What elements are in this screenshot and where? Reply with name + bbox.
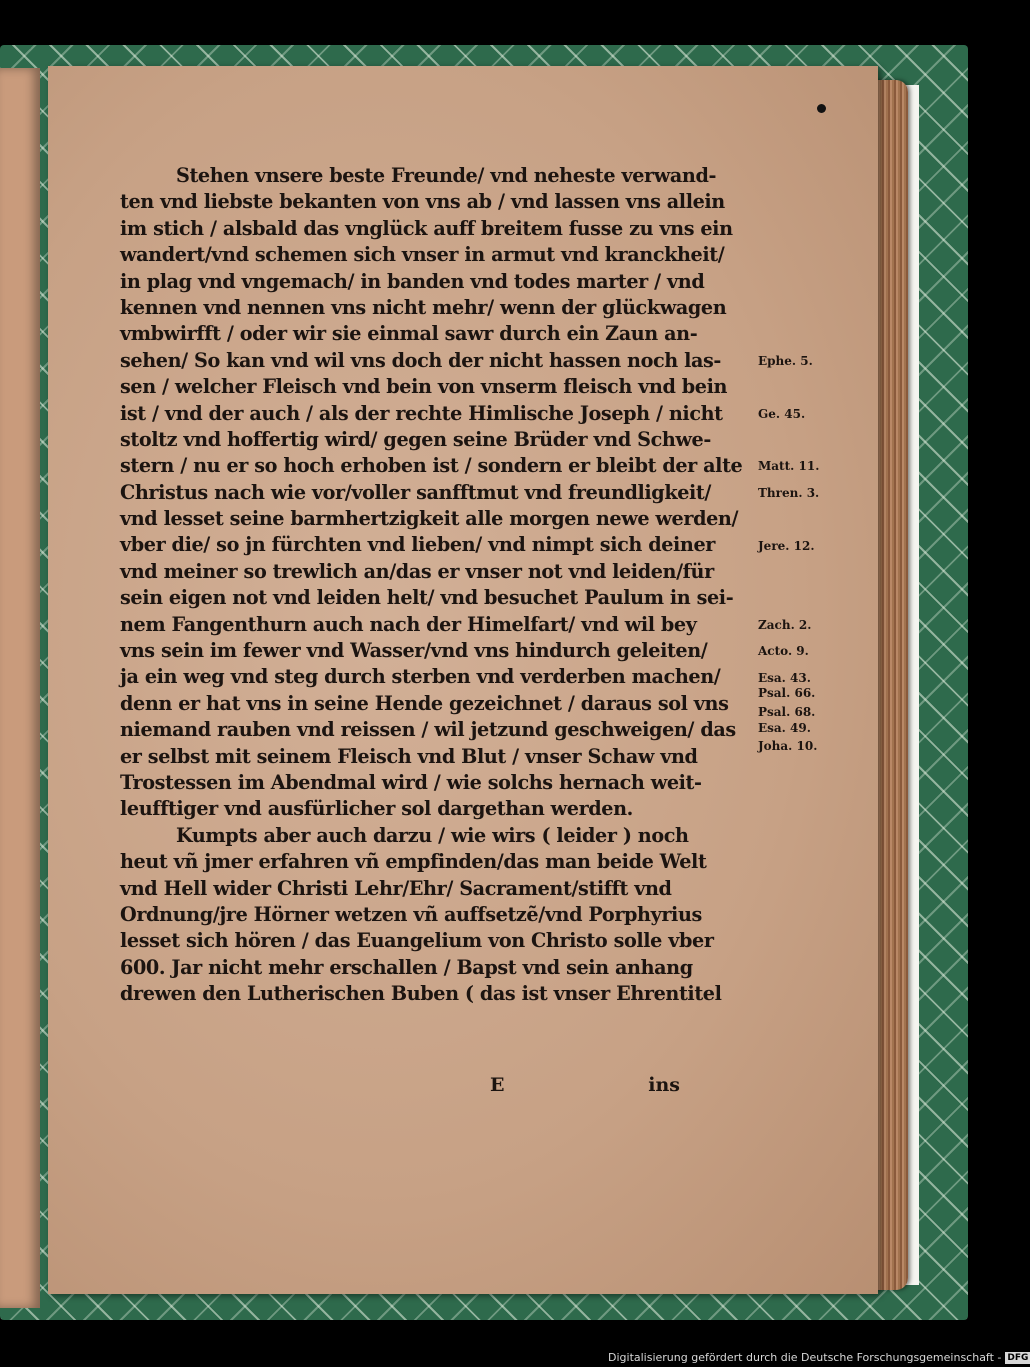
text-line: ist / vnd der auch / als der rechte Himlische Joseph / nicht	[120, 401, 723, 425]
text-line: wandert/vnd schemen sich vnser in armut vnd kranckheit/	[120, 243, 725, 267]
margin-note: Ephe. 5.	[758, 353, 813, 368]
text-line: drewen den Lutherischen Buben ( das ist vnser Ehrentitel	[120, 982, 722, 1006]
text-line: niemand rauben vnd reissen / wil jetzund geschweigen/ das	[120, 718, 736, 742]
margin-note: Acto. 9.	[758, 644, 809, 659]
text-line: er selbst mit seinem Fleisch vnd Blut / vnser Schaw vnd	[120, 744, 698, 768]
text-line: stern / nu er so hoch erhoben ist / sondern er bleibt der alte	[120, 454, 743, 478]
margin-note: Psal. 66.	[758, 686, 816, 701]
text-line: denn er hat vns in seine Hende gezeichnet / daraus sol vns	[120, 691, 729, 715]
text-line: Kumpts aber auch darzu / wie wirs ( leider ) noch	[176, 823, 689, 847]
text-line: heut vñ jmer erfahren vñ empfinden/das man beide Welt	[120, 850, 707, 874]
text-line: vber die/ so jn fürchten vnd lieben/ vnd nimpt sich deiner	[120, 533, 715, 557]
margin-note: Psal. 68.	[758, 704, 816, 719]
text-line: leufftiger vnd ausfürlicher sol dargethan werden.	[120, 797, 633, 821]
text-line: Trostessen im Abendmal wird / wie solchs hernach weit-	[120, 770, 702, 794]
catchword: ins	[648, 1074, 680, 1096]
margin-note: Matt. 11.	[758, 459, 820, 474]
text-line: vmbwirfft / oder wir sie einmal sawr durch ein Zaun an-	[120, 322, 698, 346]
margin-note: Joha. 10.	[758, 739, 818, 754]
margin-note: Zach. 2.	[758, 617, 812, 632]
text-line: nem Fangenthurn auch nach der Himelfart/ vnd wil bey	[120, 612, 697, 636]
text-line: lesset sich hören / das Euangelium von Christo solle vber	[120, 929, 714, 953]
text-line: sehen/ So kan vnd wil vns doch der nicht hassen noch las-	[120, 348, 721, 372]
text-line: sen / welcher Fleisch vnd bein von vnserm fleisch vnd bein	[120, 375, 728, 399]
margin-note: Esa. 43.	[758, 670, 811, 685]
text-line: Stehen vnsere beste Freunde/ vnd neheste verwand-	[176, 164, 717, 187]
margin-note: Esa. 49.	[758, 720, 811, 735]
binding-hole	[817, 104, 826, 113]
signature-mark: E	[490, 1074, 505, 1096]
text-line: vnd lesset seine barmhertzigkeit alle morgen newe werden/	[120, 507, 739, 531]
text-line: im stich / alsbald das vnglück auff breitem fusse zu vns ein	[120, 216, 733, 240]
text-line: in plag vnd vngemach/ in banden vnd todes marter / vnd	[120, 269, 705, 293]
margin-note: Jere. 12.	[758, 538, 815, 553]
dfg-logo: DFG	[1007, 1353, 1029, 1363]
text-line: vns sein im fewer vnd Wasser/vnd vns hindurch geleiten/	[120, 639, 708, 663]
facing-page-edge	[0, 68, 40, 1308]
text-line: sein eigen not vnd leiden helt/ vnd besuchet Paulum in sei-	[120, 586, 734, 610]
text-line: vnd meiner so trewlich an/das er vnser not vnd leiden/für	[120, 559, 714, 583]
page-footer-marks	[120, 1074, 680, 1104]
text-line: Christus nach wie vor/voller sanfftmut vnd freundligkeit/	[120, 480, 711, 504]
book-page	[48, 66, 878, 1294]
credit-text: Digitalisierung gefördert durch die Deutsche Forschungsgemeinschaft -	[608, 1351, 1002, 1364]
body-text-block	[120, 163, 820, 1008]
margin-note: Thren. 3.	[758, 485, 820, 500]
text-line: ten vnd liebste bekanten von vns ab / vnd lassen vns allein	[120, 190, 725, 214]
text-line: kennen vnd nennen vns nicht mehr/ wenn der glückwagen	[120, 295, 727, 319]
text-line: Ordnung/jre Hörner wetzen vñ auffsetzẽ/vnd Porphyrius	[120, 902, 702, 926]
text-line: stoltz vnd hoffertig wird/ gegen seine Brüder vnd Schwe-	[120, 427, 711, 451]
text-line: 600. Jar nicht mehr erschallen / Bapst vnd sein anhang	[120, 955, 693, 979]
text-line: vnd Hell wider Christi Lehr/Ehr/ Sacrament/stifft vnd	[120, 876, 672, 900]
text-line: ja ein weg vnd steg durch sterben vnd verderben machen/	[120, 665, 721, 689]
digitization-credit	[608, 1349, 1029, 1367]
margin-note: Ge. 45.	[758, 406, 806, 421]
